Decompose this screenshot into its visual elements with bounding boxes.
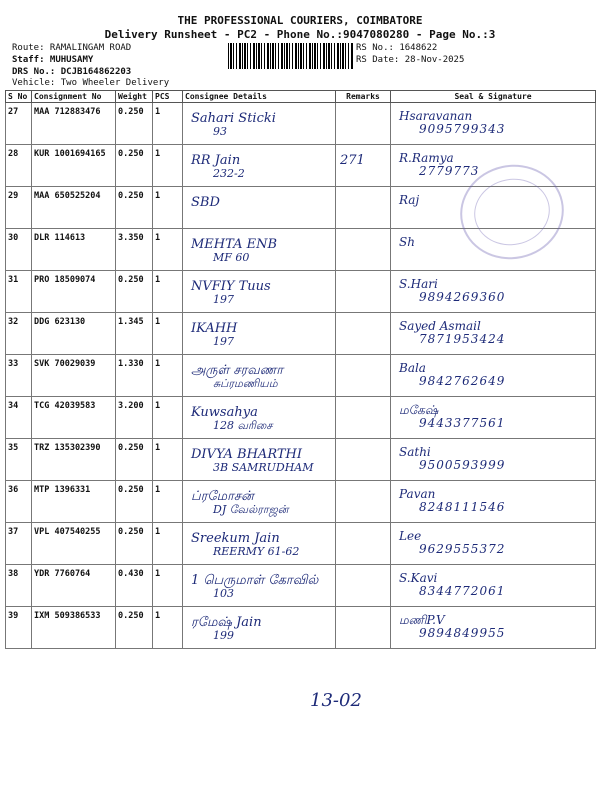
remarks-cell xyxy=(336,355,391,397)
consignee-cell xyxy=(183,523,336,565)
pcs-cell: 1 xyxy=(153,229,183,271)
consignment-cell: MAA 712883476 xyxy=(32,103,116,145)
weight-cell: 0.430 xyxy=(116,565,153,607)
signature-cell xyxy=(391,439,596,481)
consignee-handwriting: SBD xyxy=(191,195,220,210)
weight-cell: 0.250 xyxy=(116,523,153,565)
signature-handwriting: Sayed Asmail xyxy=(399,319,481,333)
rs-date-field: RS Date: 28-Nov-2025 xyxy=(356,55,465,65)
remarks-cell xyxy=(336,145,391,187)
signature-handwriting: மணிP.V xyxy=(399,613,445,627)
signature-phone-handwriting: 9500593999 xyxy=(419,458,506,472)
remarks-cell xyxy=(336,523,391,565)
table-row xyxy=(6,481,596,523)
weight-cell: 3.200 xyxy=(116,397,153,439)
signature-cell xyxy=(391,397,596,439)
consignment-cell: VPL 407540255 xyxy=(32,523,116,565)
table-header-row xyxy=(6,91,596,103)
remarks-cell xyxy=(336,481,391,523)
remarks-cell xyxy=(336,187,391,229)
consignee-handwriting: Sreekum Jain xyxy=(191,531,280,546)
signature-handwriting: Sathi xyxy=(399,445,431,459)
handwritten-footer-note: 13-02 xyxy=(310,690,362,711)
remarks-handwriting: 271 xyxy=(340,153,365,168)
consignee-cell xyxy=(183,439,336,481)
pcs-cell: 1 xyxy=(153,103,183,145)
column-header-signature: Seal & Signature xyxy=(391,91,596,103)
consignment-cell: MTP 1396331 xyxy=(32,481,116,523)
consignment-cell: KUR 1001694165 xyxy=(32,145,116,187)
signature-phone-handwriting: 7871953424 xyxy=(419,332,506,346)
signature-cell xyxy=(391,355,596,397)
runsheet-subtitle: Delivery Runsheet - PC2 - Phone No.:9047080280 - Page No.:3 xyxy=(104,28,496,41)
consignee-handwriting: NVFIY Tuus xyxy=(191,279,271,294)
consignee-cell xyxy=(183,145,336,187)
pcs-cell: 1 xyxy=(153,355,183,397)
remarks-cell xyxy=(336,607,391,649)
consignee-handwriting: Sahari Sticki xyxy=(191,111,276,126)
consignee-cell xyxy=(183,313,336,355)
signature-handwriting: Hsaravanan xyxy=(399,109,473,123)
consignee-handwriting-line2: 197 xyxy=(213,293,234,306)
signature-handwriting: Bala xyxy=(399,361,426,375)
table-row xyxy=(6,271,596,313)
consignee-handwriting: ரமேஷ் Jain xyxy=(191,615,262,630)
remarks-cell xyxy=(336,271,391,313)
weight-cell: 0.250 xyxy=(116,145,153,187)
sno-cell: 32 xyxy=(6,313,32,355)
signature-handwriting: மகேஷ் xyxy=(399,403,439,417)
signature-handwriting: S.Hari xyxy=(399,277,438,291)
signature-phone-handwriting: 9629555372 xyxy=(419,542,506,556)
route-field: Route: RAMALINGAM ROAD xyxy=(12,43,132,53)
column-header-consignee: Consignee Details xyxy=(183,91,336,103)
remarks-cell xyxy=(336,103,391,145)
consignee-handwriting-line2: REERMY 61-62 xyxy=(213,545,300,558)
signature-cell xyxy=(391,103,596,145)
signature-handwriting: R.Ramya xyxy=(399,151,454,165)
consignee-handwriting: ப்ரமோசன் xyxy=(191,489,254,504)
consignee-cell xyxy=(183,607,336,649)
consignee-handwriting-line2: 199 xyxy=(213,629,234,642)
signature-phone-handwriting: 9842762649 xyxy=(419,374,506,388)
signature-cell xyxy=(391,607,596,649)
consignee-cell xyxy=(183,187,336,229)
weight-cell: 1.330 xyxy=(116,355,153,397)
consignee-handwriting-line2: 103 xyxy=(213,587,234,600)
consignment-cell: MAA 650525204 xyxy=(32,187,116,229)
signature-handwriting: Pavan xyxy=(399,487,436,501)
consignee-handwriting: IKAHH xyxy=(191,321,238,336)
weight-cell: 0.250 xyxy=(116,187,153,229)
consignee-cell xyxy=(183,397,336,439)
signature-phone-handwriting: 2779773 xyxy=(419,164,480,178)
consignment-cell: PRO 18509074 xyxy=(32,271,116,313)
pcs-cell: 1 xyxy=(153,565,183,607)
consignee-handwriting-line2: 128 வரிசை xyxy=(213,419,273,432)
remarks-cell xyxy=(336,397,391,439)
table-row xyxy=(6,565,596,607)
consignee-handwriting: Kuwsahya xyxy=(191,405,258,420)
consignee-handwriting-line2: 232-2 xyxy=(213,167,245,180)
column-header-consignment: Consignment No xyxy=(32,91,116,103)
weight-cell: 0.250 xyxy=(116,103,153,145)
signature-cell xyxy=(391,481,596,523)
table-row xyxy=(6,397,596,439)
sno-cell: 30 xyxy=(6,229,32,271)
sno-cell: 29 xyxy=(6,187,32,229)
table-row xyxy=(6,313,596,355)
vehicle-field: Vehicle: Two Wheeler Delivery xyxy=(12,78,170,88)
column-header-remarks: Remarks xyxy=(336,91,391,103)
runsheet-title: THE PROFESSIONAL COURIERS, COIMBATORE xyxy=(177,14,423,27)
pcs-cell: 1 xyxy=(153,145,183,187)
signature-phone-handwriting: 9894849955 xyxy=(419,626,506,640)
remarks-cell xyxy=(336,229,391,271)
sno-cell: 36 xyxy=(6,481,32,523)
weight-cell: 0.250 xyxy=(116,607,153,649)
consignee-handwriting-line2: சுப்ரமணியம் xyxy=(213,377,278,390)
consignee-cell xyxy=(183,481,336,523)
signature-cell xyxy=(391,523,596,565)
pcs-cell: 1 xyxy=(153,481,183,523)
consignment-cell: TCG 42039583 xyxy=(32,397,116,439)
consignee-handwriting: அருள் சரவணா xyxy=(191,363,284,378)
consignee-handwriting-line2: 93 xyxy=(213,125,227,138)
column-header-pcs: PCS xyxy=(153,91,183,103)
weight-cell: 0.250 xyxy=(116,439,153,481)
consignee-cell xyxy=(183,271,336,313)
column-header-sno: S No xyxy=(6,91,32,103)
sno-cell: 37 xyxy=(6,523,32,565)
sno-cell: 31 xyxy=(6,271,32,313)
sno-cell: 35 xyxy=(6,439,32,481)
signature-handwriting: Sh xyxy=(399,235,415,249)
weight-cell: 1.345 xyxy=(116,313,153,355)
consignment-cell: YDR 7760764 xyxy=(32,565,116,607)
consignee-cell xyxy=(183,103,336,145)
rs-number-field: RS No.: 1648622 xyxy=(356,43,438,53)
sno-cell: 28 xyxy=(6,145,32,187)
signature-phone-handwriting: 9894269360 xyxy=(419,290,506,304)
consignee-cell xyxy=(183,565,336,607)
staff-field: Staff: MUHUSAMY xyxy=(12,55,94,65)
consignment-cell: DLR 114613 xyxy=(32,229,116,271)
remarks-cell xyxy=(336,439,391,481)
sno-cell: 33 xyxy=(6,355,32,397)
consignee-handwriting-line2: MF 60 xyxy=(213,251,250,264)
pcs-cell: 1 xyxy=(153,187,183,229)
consignee-handwriting: MEHTA ENB xyxy=(191,237,278,252)
remarks-cell xyxy=(336,313,391,355)
consignee-handwriting: 1 பெருமாள் கோவில் xyxy=(191,573,319,588)
pcs-cell: 1 xyxy=(153,397,183,439)
remarks-cell xyxy=(336,565,391,607)
drs-field: DRS No.: DCJB164862203 xyxy=(12,67,132,77)
consignment-cell: TRZ 135302390 xyxy=(32,439,116,481)
table-row xyxy=(6,607,596,649)
pcs-cell: 1 xyxy=(153,271,183,313)
sno-cell: 27 xyxy=(6,103,32,145)
weight-cell: 0.250 xyxy=(116,271,153,313)
signature-handwriting: Lee xyxy=(399,529,422,543)
consignee-handwriting: RR Jain xyxy=(191,153,241,168)
consignment-cell: SVK 70029039 xyxy=(32,355,116,397)
signature-phone-handwriting: 9095799343 xyxy=(419,122,506,136)
consignee-cell xyxy=(183,355,336,397)
signature-cell xyxy=(391,313,596,355)
weight-cell: 0.250 xyxy=(116,481,153,523)
table-row xyxy=(6,439,596,481)
consignment-cell: DDG 623130 xyxy=(32,313,116,355)
consignee-handwriting-line2: DJ வேல்ராஜன் xyxy=(213,503,289,516)
signature-phone-handwriting: 9443377561 xyxy=(419,416,506,430)
table-row xyxy=(6,523,596,565)
sno-cell: 38 xyxy=(6,565,32,607)
pcs-cell: 1 xyxy=(153,313,183,355)
signature-handwriting: S.Kavi xyxy=(399,571,438,585)
consignee-handwriting-line2: 197 xyxy=(213,335,234,348)
table-row xyxy=(6,103,596,145)
pcs-cell: 1 xyxy=(153,523,183,565)
signature-phone-handwriting: 8344772061 xyxy=(419,584,506,598)
signature-phone-handwriting: 8248111546 xyxy=(419,500,506,514)
consignee-handwriting-line2: 3B SAMRUDHAM xyxy=(213,461,314,474)
sno-cell: 34 xyxy=(6,397,32,439)
sno-cell: 39 xyxy=(6,607,32,649)
column-header-weight: Weight xyxy=(116,91,153,103)
consignee-cell xyxy=(183,229,336,271)
pcs-cell: 1 xyxy=(153,439,183,481)
consignment-cell: IXM 509386533 xyxy=(32,607,116,649)
consignee-handwriting: DIVYA BHARTHI xyxy=(191,447,303,462)
signature-cell xyxy=(391,271,596,313)
weight-cell: 3.350 xyxy=(116,229,153,271)
barcode xyxy=(228,43,353,69)
signature-handwriting: Raj xyxy=(399,193,420,207)
pcs-cell: 1 xyxy=(153,607,183,649)
signature-cell xyxy=(391,565,596,607)
table-row xyxy=(6,355,596,397)
